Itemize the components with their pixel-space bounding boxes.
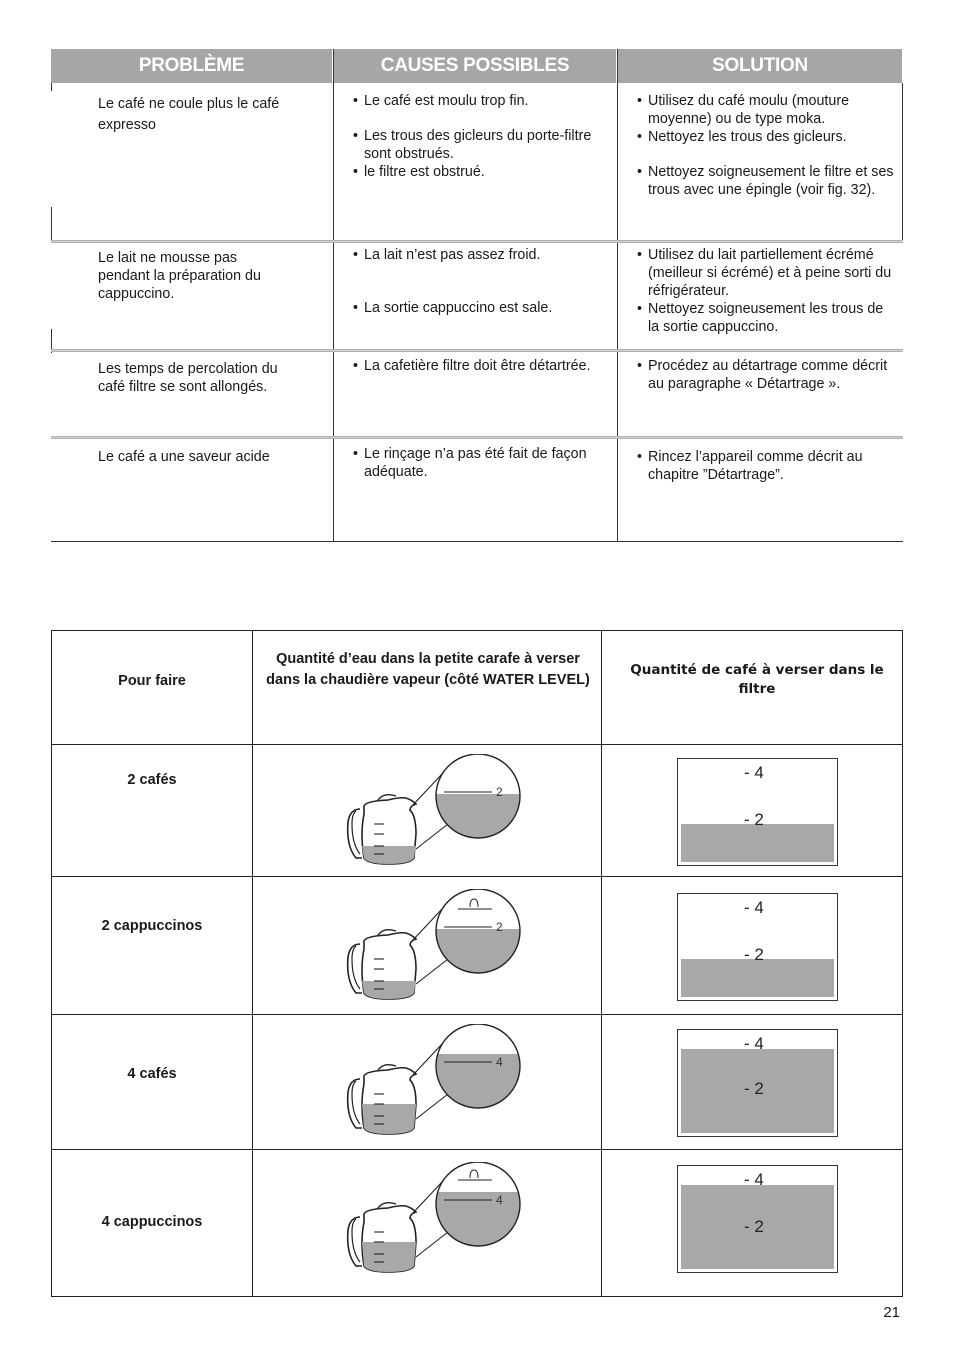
solution-item: • Nettoyez les trous des gicleurs. <box>637 128 895 146</box>
solution-item: • Rincez l’appareil comme décrit au chapitre ”Détartrage”. <box>637 448 895 484</box>
zoom-water <box>436 929 520 1007</box>
carafe-handle-inner <box>352 946 360 989</box>
coffee-gauge <box>677 758 838 866</box>
zoom-line <box>416 824 448 849</box>
solution-cell <box>637 448 895 484</box>
problem-text: Le café ne coule plus le café expresso <box>98 96 280 133</box>
row-divider <box>52 744 902 745</box>
problem-cell <box>98 448 298 466</box>
carafe-handle-inner <box>352 811 360 854</box>
table-edge <box>51 83 52 91</box>
carafe-handle <box>348 944 362 993</box>
zoom-level-number: 4 <box>496 1055 503 1069</box>
problem-cell <box>98 360 298 396</box>
zoom-water <box>436 794 520 872</box>
row-label: 2 cappuccinos <box>101 918 203 934</box>
gauge-mark-2: - 2 <box>744 810 764 829</box>
column-divider <box>601 631 602 1296</box>
gauge-mark-4: - 4 <box>744 898 764 917</box>
row-divider <box>51 349 903 352</box>
row-label: 4 cafés <box>127 1066 177 1082</box>
row-divider <box>52 876 902 877</box>
zoom-level-number: 2 <box>496 785 503 799</box>
causes-cell <box>353 445 613 481</box>
cause-item: • Le rinçage n’a pas été fait de façon adéquate. <box>353 445 613 481</box>
gauge-mark-4: - 4 <box>744 1170 764 1189</box>
carafe-handle-inner <box>352 1081 360 1124</box>
cause-item: • La lait n’est pas assez froid. <box>353 246 603 264</box>
header-problem: PROBLÈME <box>51 49 332 83</box>
coffee-gauge <box>677 1165 838 1273</box>
carafe-handle <box>348 1079 362 1128</box>
gauge-mark-2: - 2 <box>744 1079 764 1098</box>
cause-item: • Les trous des gicleurs du porte-filtre sont obstrués. <box>353 127 603 163</box>
carafe-water <box>362 1242 416 1272</box>
carafe-illustration <box>338 1162 528 1280</box>
cause-item: • La cafetière filtre doit être détartrée. <box>353 357 613 375</box>
carafe-water <box>362 1104 416 1134</box>
column-divider <box>252 631 253 1296</box>
carafe-handle-inner <box>352 1219 360 1262</box>
cause-item: • le filtre est obstrué. <box>353 163 603 181</box>
problem-text: Le lait ne mousse pas pendant la préparation du cappuccino. <box>98 250 261 302</box>
solution-item: • Utilisez du lait partiellement écrémé (meilleur si écrémé) et à peine sorti du réfrigérateur. <box>637 246 895 300</box>
zoom-level-number: 2 <box>496 920 503 934</box>
problem-text: Le café a une saveur acide <box>98 449 270 465</box>
table-edge <box>51 207 52 241</box>
gauge-mark-2: - 2 <box>744 945 764 964</box>
solution-cell <box>637 92 895 199</box>
solution-cell <box>637 357 897 393</box>
solution-cell <box>637 246 895 336</box>
zoom-line <box>416 959 448 984</box>
zoom-line <box>416 1094 448 1119</box>
column-divider <box>617 49 618 542</box>
table-bottom <box>51 541 903 542</box>
solution-item: • Procédez au détartrage comme décrit au paragraphe « Détartrage ». <box>637 357 897 393</box>
quantity-table <box>51 630 903 1297</box>
carafe-illustration <box>338 754 528 872</box>
steam-symbol-icon <box>470 1170 478 1178</box>
row-divider <box>51 436 903 439</box>
carafe-handle <box>348 1217 362 1266</box>
table-edge <box>902 83 903 241</box>
row-divider <box>52 1149 902 1150</box>
header-pour-faire: Pour faire <box>118 673 186 689</box>
header-water-quantity: Quantité d’eau dans la petite carafe à verser dans la chaudière vapeur (côté WATER LEVEL) <box>266 651 590 688</box>
gauge-mark-4: - 4 <box>744 1034 764 1053</box>
coffee-gauge <box>677 893 838 1001</box>
steam-symbol-icon <box>470 899 478 907</box>
causes-cell <box>353 92 603 181</box>
zoom-level-number: 4 <box>496 1193 503 1207</box>
solution-item: • Utilisez du café moulu (mouture moyenne) ou de type moka. <box>637 92 895 128</box>
cause-item: • La sortie cappuccino est sale. <box>353 299 603 317</box>
header-coffee-quantity: Quantité de café à verser dans le filtre <box>630 662 884 697</box>
gauge-mark-4: - 4 <box>744 763 764 782</box>
carafe-water <box>362 981 416 999</box>
row-divider <box>52 1014 902 1015</box>
problem-cell <box>98 94 298 136</box>
solution-item: • Nettoyez soigneusement le filtre et ses trous avec une épingle (voir fig. 32). <box>637 163 895 199</box>
causes-cell <box>353 357 613 375</box>
carafe-handle <box>348 809 362 858</box>
problem-text: Les temps de percolation du café filtre se sont allongés. <box>98 361 278 395</box>
row-label: 2 cafés <box>127 772 177 788</box>
solution-item: • Nettoyez soigneusement les trous de la sortie cappuccino. <box>637 300 895 336</box>
troubleshooting-table <box>51 49 902 542</box>
carafe-illustration <box>338 1024 528 1142</box>
causes-cell <box>353 246 603 317</box>
column-divider <box>333 49 334 542</box>
row-divider <box>51 240 903 243</box>
header-causes: CAUSES POSSIBLES <box>334 49 616 83</box>
page-number: 21 <box>883 1304 900 1321</box>
carafe-water <box>362 846 416 864</box>
row-label: 4 cappuccinos <box>101 1214 203 1230</box>
carafe-illustration <box>338 889 528 1007</box>
cause-item: • Le café est moulu trop fin. <box>353 92 603 110</box>
zoom-line <box>416 1232 448 1257</box>
gauge-mark-2: - 2 <box>744 1217 764 1236</box>
problem-cell <box>98 249 288 303</box>
coffee-gauge <box>677 1029 838 1137</box>
header-solution: SOLUTION <box>618 49 902 83</box>
